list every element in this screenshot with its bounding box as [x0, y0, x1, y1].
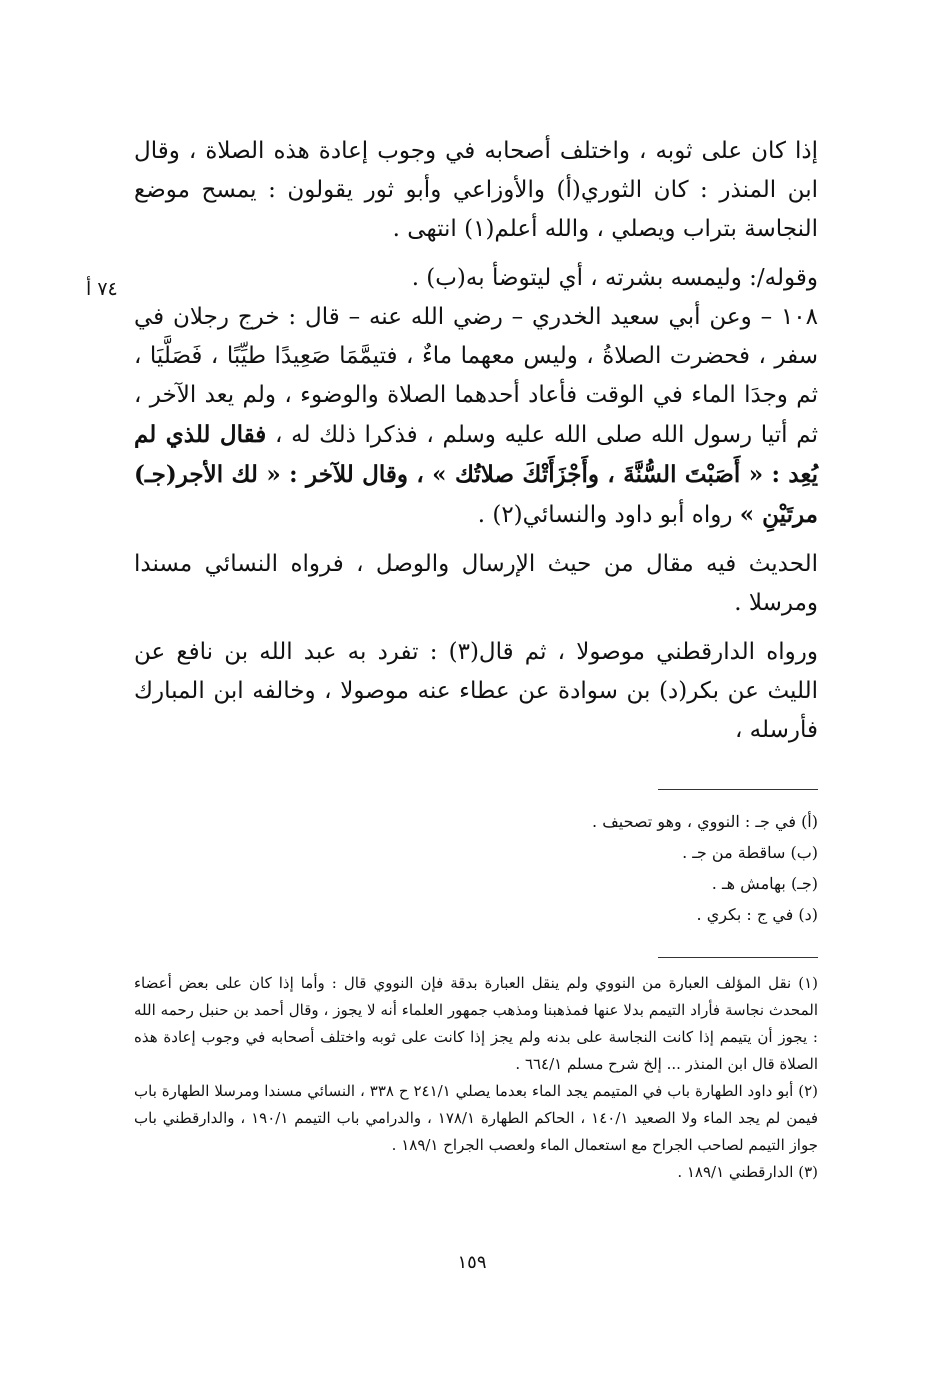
- hadith-108: [134, 298, 818, 535]
- paragraph-4: الحديث فيه مقال من حيث الإرسال والوصل ، فرواه النسائي مسندا ومرسلا .: [134, 551, 818, 616]
- page-number: ١٥٩: [457, 1252, 487, 1273]
- hadith-source: رواه أبو داود والنسائي(٢) .: [477, 502, 740, 528]
- variants-divider: [658, 789, 818, 790]
- variant-note: (د) في ج : بكري .: [696, 905, 818, 924]
- variant-note: (جـ) بهامش هـ .: [711, 874, 818, 893]
- paragraph-5: ورواه الدارقطني موصولا ، ثم قال(٣) : تفرد به عبد الله بن نافع عن الليث عن بكر(د) بن سوادة عن عطاء عنه موصولا ، وخالفه ابن المبارك فأرسله ،: [134, 639, 818, 743]
- paragraph-2: وقوله/: وليمسه بشرته ، أي ليتوضأ به(ب) .: [411, 265, 818, 291]
- footnotes: [134, 970, 818, 1186]
- main-text: [134, 132, 818, 760]
- manuscript-folio-note: ٧٤ أ: [86, 278, 118, 300]
- footnote: (٣) الدارقطني ١٨٩/١ .: [677, 1163, 818, 1181]
- hadith-narration: ١٠٨ – وعن أبي سعيد الخدري – رضي الله عنه – قال : خرج رجلان في سفر ، فحضرت الصلاةُ ، وليس معهما ماءٌ ، فتيمَّمَا صَعِيدًا طيِّبًا ، فَصَلَّيَا ، ثم وجدَا الماء في الوقت فأعاد أحدهما الصلاة والوضوء ، ولم يعد الآخر ، ثم أتيا رسول الله صلى الله عليه وسلم ، فذكرا ذلك له ،: [134, 304, 818, 448]
- variant-note: (أ) في جـ : النووي ، وهو تصحيف .: [592, 812, 818, 831]
- footnotes-divider: [658, 957, 818, 958]
- paragraph-1: إذا كان على ثوبه ، واختلف أصحابه في وجوب إعادة هذه الصلاة ، وقال ابن المنذر : كان الثوري(أ) والأوزاعي وأبو ثور يقولون : يمسح موضع النجاسة بتراب ويصلي ، والله أعلم(١) انتهى .: [134, 138, 818, 242]
- footnote: (٢) أبو داود الطهارة باب في المتيمم يجد الماء بعدما يصلي ٢٤١/١ ح ٣٣٨ ، النسائي مسندا ومرسلا الطهارة باب فيمن لم يجد الماء ولا الصعيد ١٤٠/١ ، الحاكم الطهارة ١٧٨/١ ، والدرامي باب التيمم ١٩٠/١ ، والدارقطني باب جواز التيمم لصاحب الجراح مع استعمال الماء ولعصب الجراح ١٨٩/١ .: [134, 1082, 818, 1154]
- variant-note: (ب) ساقطة من جـ .: [682, 843, 818, 862]
- hadith-prophetic-words: فقال للذي لم يُعِد : « أَصَبْتَ السُّنَّةَ ، وأَجْزَأَتْكَ صلاتُك » ، وقال للآخر : « لك الأجر(جـ) مرتَيْنِ »: [134, 421, 818, 528]
- manuscript-variants: [134, 806, 818, 930]
- footnote: (١) نقل المؤلف العبارة من النووي ولم ينقل العبارة بدقة فإن النووي قال : وأما إذا كان على بعض أعضاء المحدث نجاسة فأراد التيمم بدلا عنها فمذهبنا ومذهب جمهور العلماء أنه لا يجوز ، وقال أحمد بن حنبل رحمه الله : يجوز أن يتيمم إذا كانت النجاسة على بدنه ولم يجز إذا كانت على ثوبه واختلف أصحابه في وجوب إعادة هذه الصلاة قال ابن المنذر ... إلخ شرح مسلم ٦٦٤/١ .: [134, 974, 818, 1073]
